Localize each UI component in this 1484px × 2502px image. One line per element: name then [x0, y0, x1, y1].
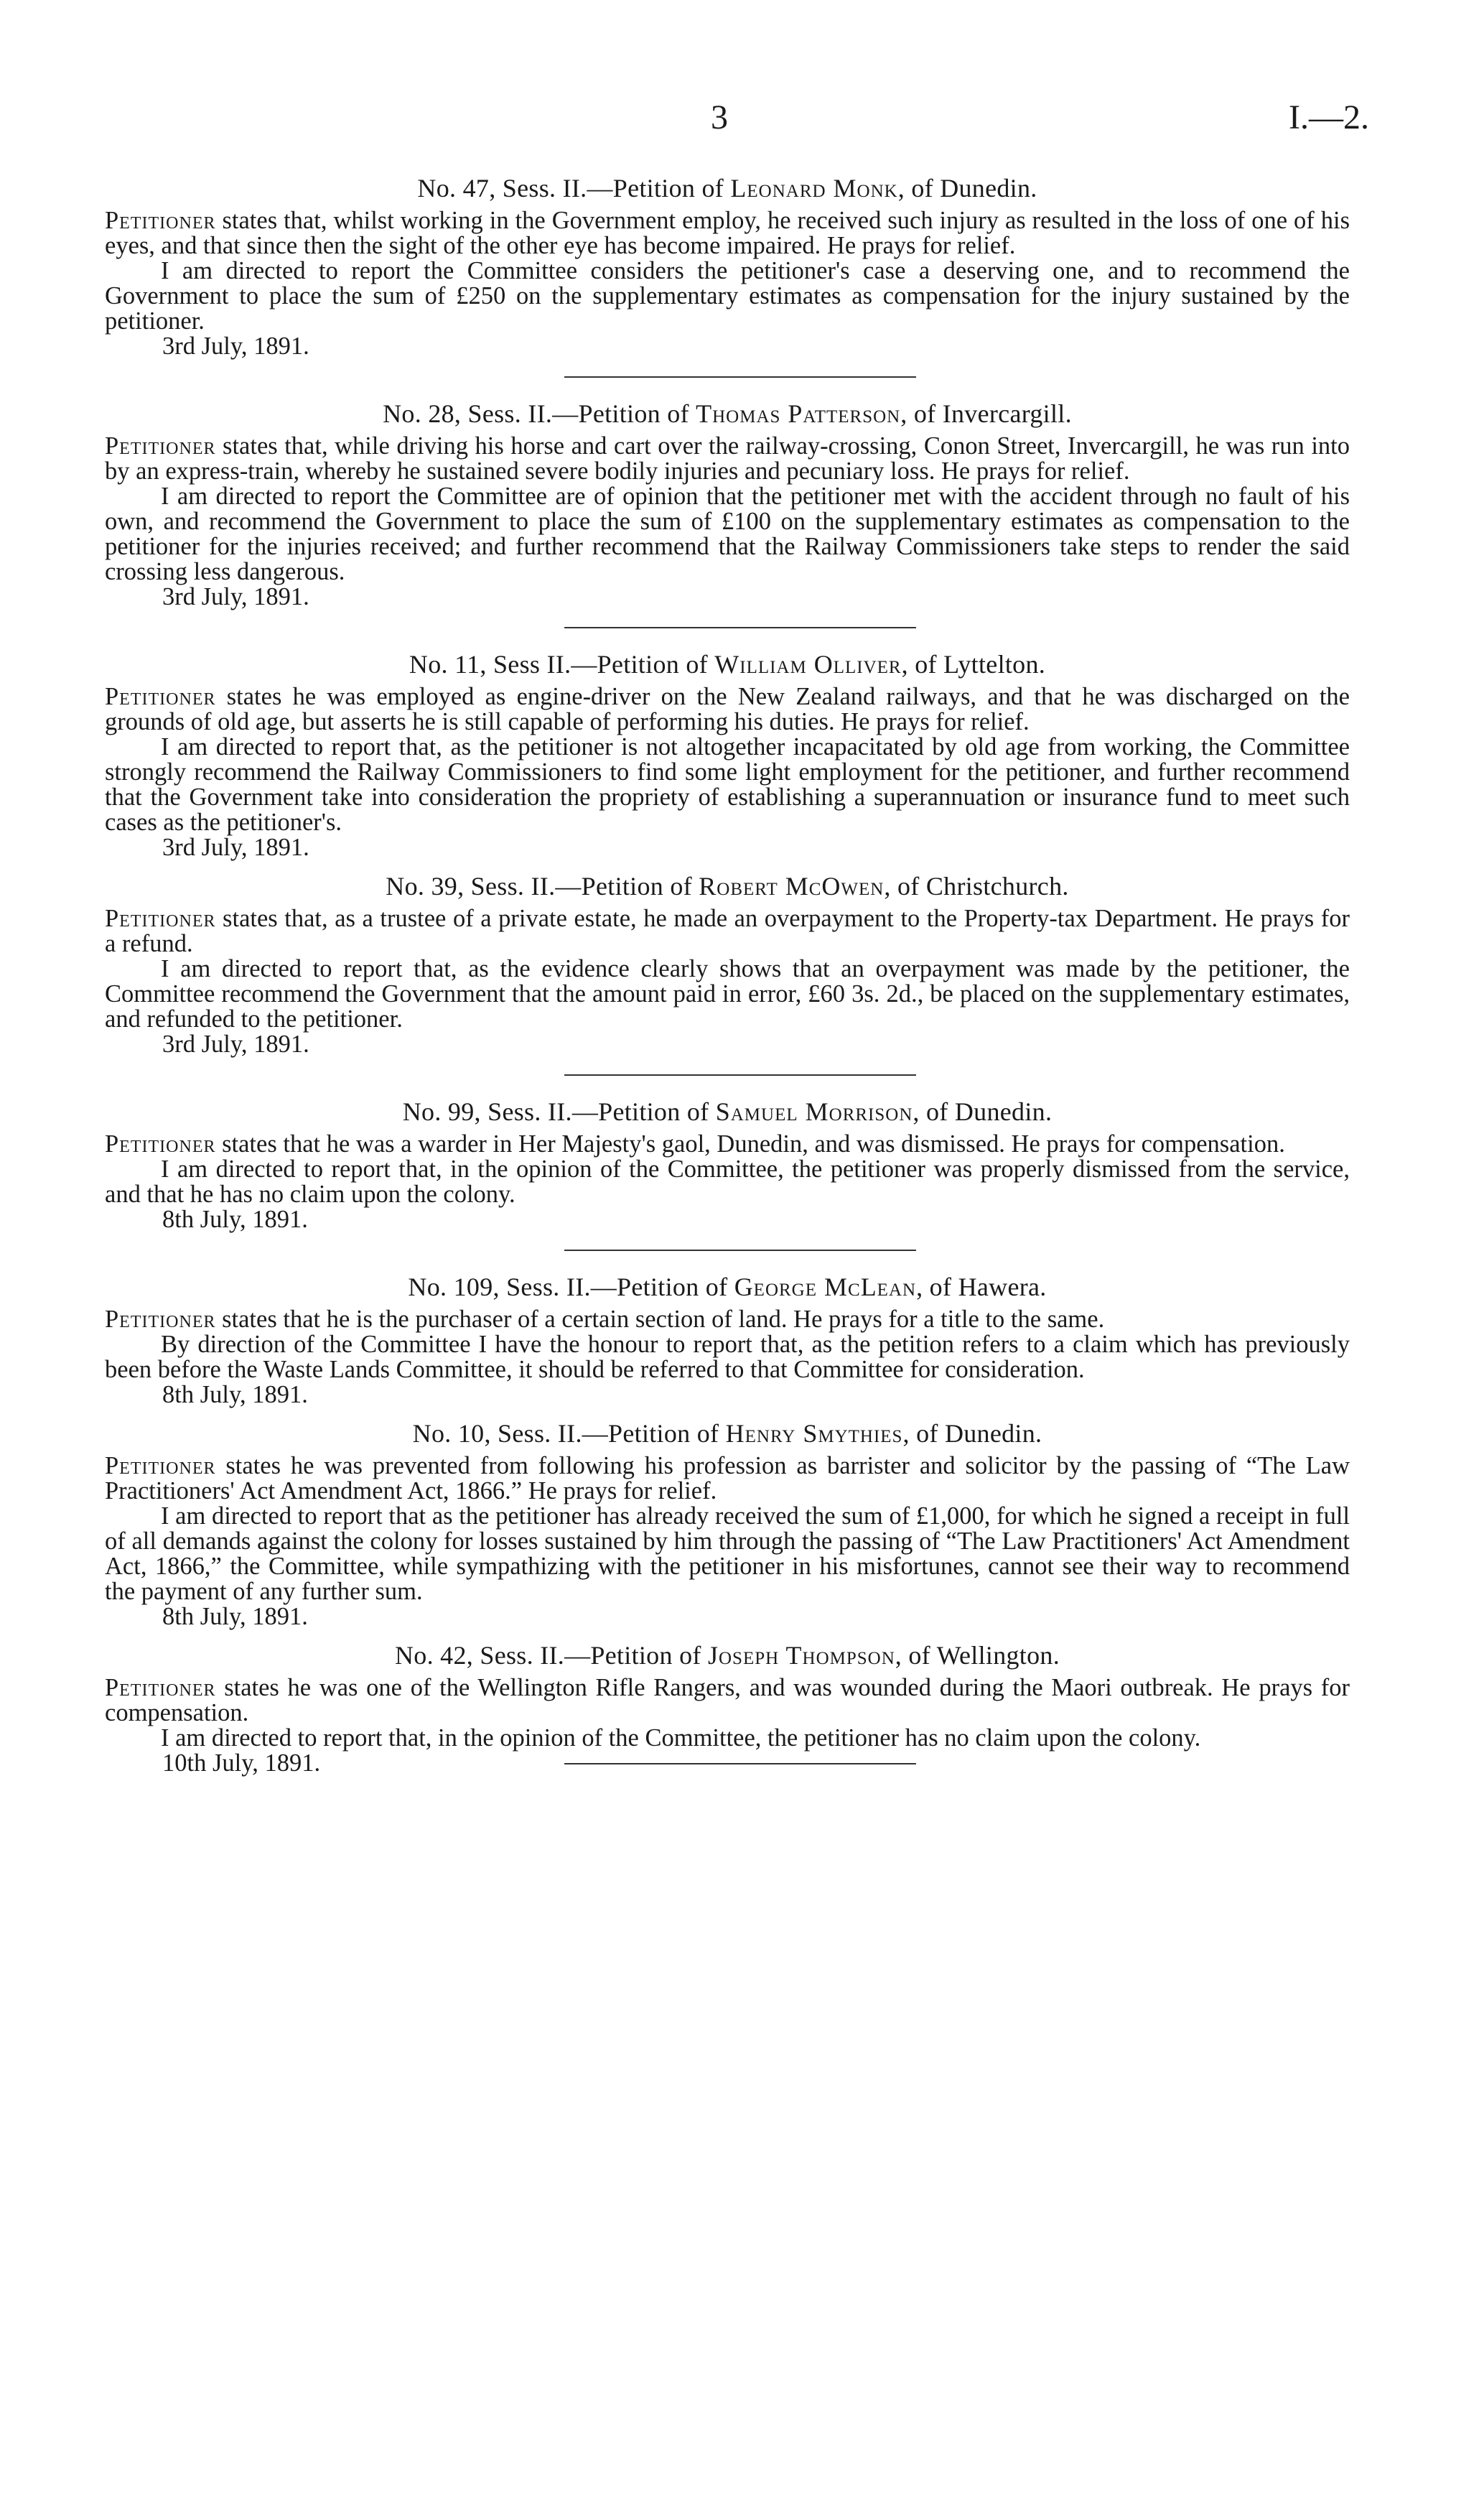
petition-number: No. 28, Sess. II.—Petition of	[383, 399, 696, 428]
document-reference: I.—2.	[1289, 98, 1369, 136]
petition-entry	[105, 648, 1350, 860]
committee-report: I am directed to report that, in the opinion of the Committee, the petitioner was properly dismissed from the service, and that he has no claim upon the colony.	[105, 1155, 1350, 1208]
report-date: 10th July, 1891.	[162, 1749, 321, 1777]
petition-title	[105, 1418, 1350, 1449]
statement-text: states that he is the purchaser of a certain section of land. He prays for a title to the same.	[215, 1306, 1105, 1333]
petition-number: No. 11, Sess II.—Petition of	[409, 650, 715, 679]
petitioner-location: , of Dunedin.	[913, 1097, 1053, 1126]
statement-text: states he was one of the Wellington Rifle Rangers, and was wounded during the Maori outbreak. He prays for compensation.	[105, 1674, 1350, 1726]
petition-number: No. 99, Sess. II.—Petition of	[402, 1097, 716, 1126]
petition-number: No. 39, Sess. II.—Petition of	[386, 872, 699, 901]
section-divider	[564, 376, 916, 378]
petitioner-location: , of Invercargill.	[900, 399, 1072, 428]
statement-text: states that he was a warder in Her Majesty's gaol, Dunedin, and was dismissed. He prays for compensation.	[215, 1130, 1285, 1158]
section-divider	[564, 627, 916, 628]
petition-title	[105, 172, 1350, 204]
committee-report: I am directed to report that, as the evidence clearly shows that an overpayment was made by the petitioner, the Committee recommend the Government that the amount paid in error, £60 3s. 2d., be placed on the supplementary estimates, and refunded to the petitioner.	[105, 955, 1350, 1033]
statement-lead: Petitioner	[105, 683, 216, 710]
petitioner-name: Joseph Thompson	[707, 1641, 895, 1670]
report-date: 8th July, 1891.	[162, 1603, 308, 1630]
petition-entry	[105, 398, 1350, 610]
statement-lead: Petitioner	[105, 1130, 216, 1158]
petitioner-location: , of Dunedin.	[902, 1419, 1042, 1448]
report-date: 3rd July, 1891.	[162, 583, 309, 610]
page-header	[0, 98, 1484, 151]
petition-title	[105, 1271, 1350, 1303]
statement-lead: Petitioner	[105, 1452, 216, 1479]
petition-title	[105, 1096, 1350, 1127]
petition-title	[105, 870, 1350, 902]
section-divider	[564, 1074, 916, 1076]
petition-entry	[105, 870, 1350, 1057]
committee-report: I am directed to report that, as the petitioner is not altogether incapacitated by old age from working, the Committee strongly recommend the Railway Commissioners to find some light employment for the petitioner, and further recommend that the Government take into consideration the propriety of establishing a superannuation or insurance fund to meet such cases as the petitioner's.	[105, 733, 1350, 836]
petition-title	[105, 1640, 1350, 1671]
petitioner-name: William Olliver	[714, 650, 902, 679]
petition-statement	[105, 906, 1350, 957]
petition-statement	[105, 208, 1350, 259]
petitioner-name: Robert McOwen	[699, 872, 885, 901]
committee-report: By direction of the Committee I have the honour to report that, as the petition refers to a claim which has previously been before the Waste Lands Committee, it should be referred to that Committee for consideration.	[105, 1331, 1350, 1383]
petition-statement	[105, 434, 1350, 484]
petitioner-name: Leonard Monk	[730, 174, 898, 203]
report-date: 8th July, 1891.	[162, 1381, 308, 1408]
petition-statement	[105, 684, 1350, 735]
petition-number: No. 10, Sess. II.—Petition of	[412, 1419, 726, 1448]
statement-text: states that, as a trustee of a private estate, he made an overpayment to the Property-tax Department. He prays for a refund.	[105, 905, 1350, 957]
petition-statement	[105, 1675, 1350, 1726]
petition-entry	[105, 172, 1350, 359]
petitioner-name: Henry Smythies	[725, 1419, 903, 1448]
petitioner-location: , of Lyttelton.	[901, 650, 1046, 679]
petitioner-location: , of Christchurch.	[884, 872, 1069, 901]
statement-lead: Petitioner	[105, 1306, 216, 1333]
report-date: 8th July, 1891.	[162, 1206, 308, 1233]
petitioner-name: Thomas Patterson	[696, 399, 901, 428]
statement-text: states that, whilst working in the Government employ, he received such injury as resulted in the loss of one of his eyes, and that since then the sight of the other eye has become impaired. He prays for relief.	[105, 207, 1350, 259]
petition-title	[105, 648, 1350, 680]
statement-lead: Petitioner	[105, 432, 216, 460]
statement-lead: Petitioner	[105, 207, 216, 234]
committee-report: I am directed to report the Committee are of opinion that the petitioner met with the accident through no fault of his own, and recommend the Government to place the sum of £100 on the supplementary estimates as compensation to the petitioner for the injuries received; and further recommend that the Railway Commissioners take steps to render the said crossing less dangerous.	[105, 483, 1350, 585]
report-date: 3rd July, 1891.	[162, 834, 309, 861]
petitions-list	[105, 172, 1350, 1785]
committee-report: I am directed to report that as the petitioner has already received the sum of £1,000, for which he signed a receipt in full of all demands against the colony for losses sustained by him through the passing of “The Law Practitioners' Act Amendment Act, 1866,” the Committee, while sympathizing with the petitioner in his misfortunes, cannot see their way to recommend the payment of any further sum.	[105, 1502, 1350, 1605]
report-date: 3rd July, 1891.	[162, 1031, 309, 1058]
petition-number: No. 47, Sess. II.—Petition of	[417, 174, 731, 203]
petition-title	[105, 398, 1350, 429]
petition-statement	[105, 1454, 1350, 1504]
petition-entry	[105, 1096, 1350, 1232]
petition-number: No. 42, Sess. II.—Petition of	[394, 1641, 708, 1670]
petitioner-location: , of Hawera.	[916, 1273, 1047, 1301]
petitioner-name: George McLean	[734, 1273, 917, 1301]
section-divider	[564, 1763, 916, 1764]
petition-entry	[105, 1271, 1350, 1408]
statement-text: states he was prevented from following his profession as barrister and solicitor by the passing of “The Law Practitioners' Act Amendment Act, 1866.” He prays for relief.	[105, 1452, 1350, 1505]
committee-report: I am directed to report the Committee considers the petitioner's case a deserving one, and to recommend the Government to place the sum of £250 on the supplementary estimates as compensation for the injury sustained by the petitioner.	[105, 257, 1350, 335]
report-date: 3rd July, 1891.	[162, 332, 309, 360]
petition-number: No. 109, Sess. II.—Petition of	[408, 1273, 734, 1301]
statement-text: states he was employed as engine-driver on the New Zealand railways, and that he was discharged on the grounds of old age, but asserts he is still capable of performing his duties. He prays for relief.	[105, 683, 1350, 735]
petitioner-name: Samuel Morrison	[715, 1097, 913, 1126]
petitioner-location: , of Wellington.	[895, 1641, 1060, 1670]
statement-lead: Petitioner	[105, 905, 216, 932]
statement-lead: Petitioner	[105, 1674, 216, 1701]
petition-statement	[105, 1307, 1350, 1332]
petitioner-location: , of Dunedin.	[897, 174, 1037, 203]
section-divider	[564, 1250, 916, 1251]
page-number: 3	[711, 98, 728, 136]
statement-text: states that, while driving his horse and cart over the railway-crossing, Conon Street, Invercargill, he was run into by an express-train, whereby he sustained severe bodily injuries and pecuniary loss. He prays for relief.	[105, 432, 1350, 485]
committee-report: I am directed to report that, in the opinion of the Committee, the petitioner has no claim upon the colony.	[161, 1724, 1201, 1752]
petition-statement	[105, 1132, 1350, 1157]
petition-entry	[105, 1640, 1350, 1776]
petition-entry	[105, 1418, 1350, 1629]
